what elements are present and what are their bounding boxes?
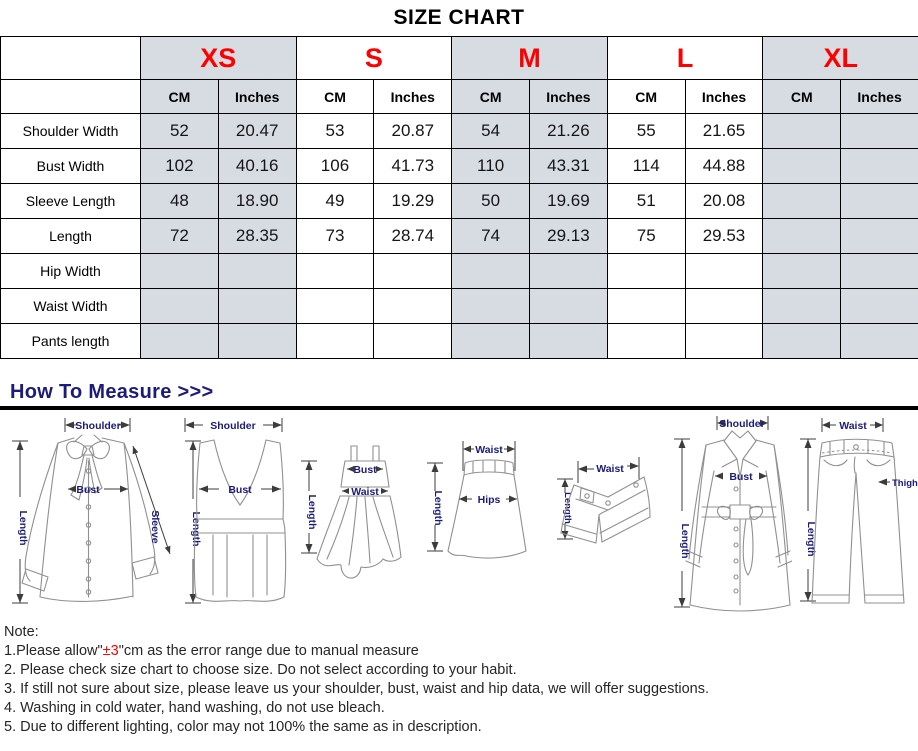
value-cell: 19.69 bbox=[530, 184, 608, 219]
value-cell: 114 bbox=[607, 149, 685, 184]
size-header-l: L bbox=[607, 37, 763, 80]
value-cell bbox=[218, 254, 296, 289]
value-cell bbox=[296, 324, 374, 359]
value-cell bbox=[841, 289, 918, 324]
value-cell bbox=[296, 254, 374, 289]
value-cell: 43.31 bbox=[530, 149, 608, 184]
value-cell bbox=[141, 324, 219, 359]
unit-cell-m-inches: Inches bbox=[530, 80, 608, 114]
value-cell: 20.87 bbox=[374, 114, 452, 149]
value-cell: 44.88 bbox=[685, 149, 763, 184]
note-1-highlight: ±3 bbox=[102, 643, 119, 659]
unit-cell-xl-inches: Inches bbox=[841, 80, 918, 114]
value-cell bbox=[841, 149, 918, 184]
unit-cell-l-inches: Inches bbox=[685, 80, 763, 114]
section-divider bbox=[0, 406, 918, 410]
value-cell: 102 bbox=[141, 149, 219, 184]
value-cell: 21.26 bbox=[530, 114, 608, 149]
row-label: Waist Width bbox=[1, 289, 141, 324]
coat-shoulder-label: Shoulder bbox=[719, 418, 765, 430]
value-cell: 75 bbox=[607, 219, 685, 254]
size-header-m: M bbox=[452, 37, 608, 80]
value-cell bbox=[607, 289, 685, 324]
unit-cell-l-cm: CM bbox=[607, 80, 685, 114]
size-header-xl: XL bbox=[763, 37, 918, 80]
unit-cell-xs-cm: CM bbox=[141, 80, 219, 114]
unit-cell-s-inches: Inches bbox=[374, 80, 452, 114]
value-cell: 73 bbox=[296, 219, 374, 254]
vest-shoulder-label: Shoulder bbox=[210, 420, 256, 432]
value-cell: 41.73 bbox=[374, 149, 452, 184]
value-cell: 21.65 bbox=[685, 114, 763, 149]
vest-bust-label: Bust bbox=[228, 484, 252, 496]
value-cell: 55 bbox=[607, 114, 685, 149]
value-cell bbox=[685, 254, 763, 289]
value-cell bbox=[841, 254, 918, 289]
notes-section bbox=[0, 623, 918, 737]
measure-diagrams bbox=[0, 411, 918, 618]
skirt-hips-label: Hips bbox=[477, 494, 501, 506]
value-cell bbox=[685, 289, 763, 324]
value-cell: 29.13 bbox=[530, 219, 608, 254]
value-cell bbox=[296, 289, 374, 324]
table-corner-cell bbox=[1, 37, 141, 80]
value-cell bbox=[374, 289, 452, 324]
unit-cell-m-cm: CM bbox=[452, 80, 530, 114]
note-1-prefix: 1.Please allow" bbox=[4, 643, 103, 659]
table-row-waist-width bbox=[1, 289, 918, 324]
value-cell bbox=[763, 114, 841, 149]
coat-figure bbox=[652, 411, 792, 617]
pants-waist-label: Waist bbox=[839, 420, 867, 432]
table-row-length bbox=[1, 219, 918, 254]
note-item-3: 3. If still not sure about size, please leave us your shoulder, bust, waist and hip data, we will offer suggestions. bbox=[4, 681, 709, 697]
row-label: Hip Width bbox=[1, 254, 141, 289]
unit-header-row bbox=[1, 80, 918, 114]
value-cell: 20.47 bbox=[218, 114, 296, 149]
shorts-length-label: Length bbox=[562, 492, 573, 524]
dress-bust-label: Bust bbox=[353, 464, 377, 476]
dress-waist-label: Waist bbox=[351, 486, 379, 498]
skirt-waist-label: Waist bbox=[475, 444, 503, 456]
value-cell: 50 bbox=[452, 184, 530, 219]
unit-cell-xs-inches: Inches bbox=[218, 80, 296, 114]
value-cell bbox=[841, 184, 918, 219]
skirt-length-label: Length bbox=[432, 490, 444, 526]
value-cell bbox=[452, 289, 530, 324]
value-cell bbox=[841, 324, 918, 359]
notes-heading: Note: bbox=[4, 624, 39, 640]
blouse-shoulder-label: Shoulder bbox=[75, 420, 121, 432]
value-cell: 74 bbox=[452, 219, 530, 254]
value-cell bbox=[141, 289, 219, 324]
value-cell: 53 bbox=[296, 114, 374, 149]
value-cell: 18.90 bbox=[218, 184, 296, 219]
value-cell: 106 bbox=[296, 149, 374, 184]
value-cell bbox=[763, 254, 841, 289]
table-row-bust-width bbox=[1, 149, 918, 184]
value-cell: 40.16 bbox=[218, 149, 296, 184]
value-cell bbox=[763, 289, 841, 324]
table-row-hip-width bbox=[1, 254, 918, 289]
note-item-2: 2. Please check size chart to choose size. Do not select according to your habit. bbox=[4, 662, 517, 678]
value-cell: 54 bbox=[452, 114, 530, 149]
shorts-figure bbox=[532, 411, 652, 617]
row-label: Sleeve Length bbox=[1, 184, 141, 219]
size-header-row bbox=[1, 37, 918, 80]
size-header-s: S bbox=[296, 37, 452, 80]
value-cell: 28.74 bbox=[374, 219, 452, 254]
value-cell: 19.29 bbox=[374, 184, 452, 219]
value-cell bbox=[841, 219, 918, 254]
pants-thigh-label: Thigh bbox=[892, 478, 918, 489]
value-cell bbox=[452, 254, 530, 289]
blouse-bust-label: Bust bbox=[76, 484, 100, 496]
row-label: Pants length bbox=[1, 324, 141, 359]
coat-length-label: Length bbox=[679, 523, 691, 559]
note-item-5: 5. Due to different lighting, color may not 100% the same as in description. bbox=[4, 719, 482, 735]
blouse-figure bbox=[0, 411, 177, 617]
value-cell bbox=[218, 324, 296, 359]
pants-figure bbox=[792, 411, 918, 617]
value-cell bbox=[530, 324, 608, 359]
value-cell bbox=[841, 114, 918, 149]
shorts-waist-label: Waist bbox=[596, 463, 624, 475]
value-cell bbox=[607, 324, 685, 359]
value-cell: 28.35 bbox=[218, 219, 296, 254]
note-1-suffix: "cm as the error range due to manual measure bbox=[118, 643, 419, 659]
value-cell bbox=[763, 219, 841, 254]
pants-length-label: Length bbox=[805, 521, 817, 557]
blouse-sleeve-label: Sleeve bbox=[149, 510, 161, 544]
value-cell bbox=[530, 289, 608, 324]
skirt-figure bbox=[402, 411, 532, 617]
value-cell bbox=[218, 289, 296, 324]
table-row-shoulder-width bbox=[1, 114, 918, 149]
value-cell bbox=[685, 324, 763, 359]
table-row-pants-length bbox=[1, 324, 918, 359]
value-cell: 52 bbox=[141, 114, 219, 149]
table-corner-cell-2 bbox=[1, 80, 141, 114]
value-cell: 110 bbox=[452, 149, 530, 184]
value-cell bbox=[763, 149, 841, 184]
unit-cell-xl-cm: CM bbox=[763, 80, 841, 114]
value-cell bbox=[141, 254, 219, 289]
value-cell: 20.08 bbox=[685, 184, 763, 219]
page-title: SIZE CHART bbox=[393, 6, 525, 29]
size-header-xs: XS bbox=[141, 37, 297, 80]
value-cell: 48 bbox=[141, 184, 219, 219]
vest-figure bbox=[177, 411, 297, 617]
value-cell bbox=[607, 254, 685, 289]
value-cell bbox=[374, 324, 452, 359]
how-to-measure-heading: How To Measure >>> bbox=[10, 381, 214, 403]
row-label: Bust Width bbox=[1, 149, 141, 184]
unit-cell-s-cm: CM bbox=[296, 80, 374, 114]
dress-figure bbox=[297, 411, 402, 617]
value-cell: 51 bbox=[607, 184, 685, 219]
value-cell bbox=[374, 254, 452, 289]
value-cell bbox=[452, 324, 530, 359]
note-item-4: 4. Washing in cold water, hand washing, do not use bleach. bbox=[4, 700, 385, 716]
size-table bbox=[0, 36, 918, 359]
value-cell: 29.53 bbox=[685, 219, 763, 254]
value-cell: 72 bbox=[141, 219, 219, 254]
value-cell: 49 bbox=[296, 184, 374, 219]
coat-bust-label: Bust bbox=[729, 471, 753, 483]
vest-length-label: Length bbox=[190, 511, 202, 547]
row-label: Length bbox=[1, 219, 141, 254]
value-cell bbox=[763, 324, 841, 359]
note-item-1 bbox=[4, 642, 918, 661]
row-label: Shoulder Width bbox=[1, 114, 141, 149]
dress-length-label: Length bbox=[306, 494, 318, 530]
table-row-sleeve-length bbox=[1, 184, 918, 219]
value-cell bbox=[763, 184, 841, 219]
value-cell bbox=[530, 254, 608, 289]
blouse-length-label: Length bbox=[17, 510, 29, 546]
